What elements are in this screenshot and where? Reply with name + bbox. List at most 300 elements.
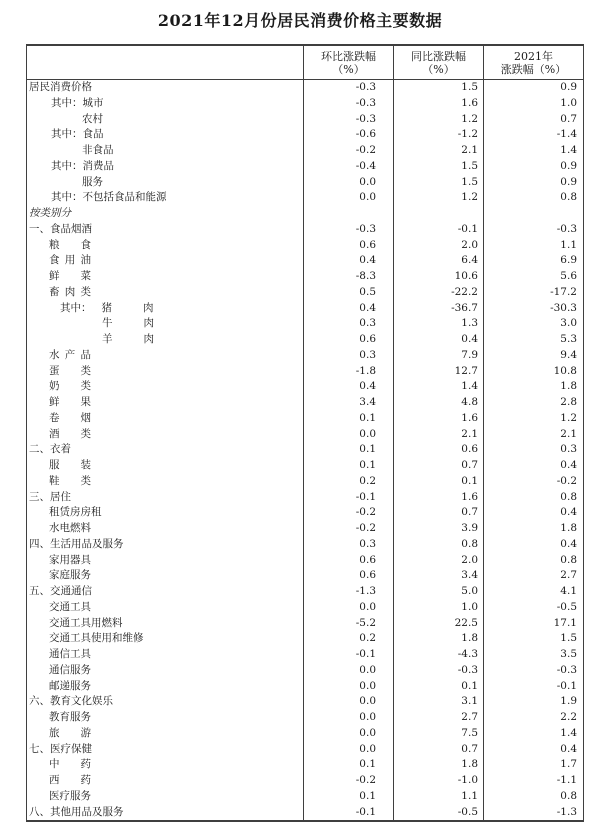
cell-year2021: 3.0 [483,316,583,332]
row-label [27,773,303,789]
cell-mom [303,206,393,222]
cell-yoy: 2.0 [393,238,483,254]
cell-year2021: 3.5 [483,647,583,663]
row-label-text: 中药 [49,758,91,771]
table-row [27,348,583,364]
cell-yoy [393,206,483,222]
cell-year2021: 1.9 [483,694,583,710]
table-row [27,190,583,206]
row-label-text: 服装 [49,459,91,471]
table-row [27,269,583,285]
table-row [27,726,583,742]
cell-yoy: 1.0 [393,600,483,616]
table-row [27,427,583,443]
table-row [27,127,583,143]
table-row [27,80,583,96]
cell-yoy: 3.9 [393,521,483,537]
row-label-text: 家用器具 [49,553,91,566]
row-label [27,96,303,112]
table-row [27,96,583,112]
cell-yoy: -0.3 [393,663,483,679]
row-label [27,127,303,143]
row-label-text: 七、医疗保健 [29,742,92,755]
cell-mom: -0.2 [303,143,393,159]
row-label [27,348,303,364]
cell-year2021: 2.7 [483,568,583,584]
row-label-text: 服务 [82,175,103,188]
cell-mom: -5.2 [303,616,393,632]
cell-year2021: 2.1 [483,427,583,443]
table-row [27,222,583,238]
header-year2021-line2: 涨跌幅（%） [500,62,567,76]
cell-year2021: -0.1 [483,679,583,695]
cell-yoy: 12.7 [393,364,483,380]
cell-yoy: -1.2 [393,127,483,143]
row-label-text: 食品 [82,128,104,141]
row-label-text: 蛋类 [49,364,91,377]
cell-year2021: -1.3 [483,805,583,821]
table-row [27,679,583,695]
row-label [27,537,303,553]
row-label-text: 三、居住 [29,490,71,503]
page-title: 2021年12月份居民消费价格主要数据 [157,11,443,30]
row-label-text: 食用油 [49,254,91,267]
row-label [27,647,303,663]
cell-yoy: 2.7 [393,710,483,726]
row-label-text: 不包括食品和能源 [82,191,167,204]
table-row [27,474,583,490]
cell-year2021: 0.8 [483,490,583,506]
cell-yoy: 1.8 [393,631,483,647]
row-label-text: 一、食品烟酒 [29,222,92,235]
table-row [27,647,583,663]
table-row [27,112,583,128]
cell-year2021: 1.8 [483,379,583,395]
row-label [27,789,303,805]
row-label-text: 羊肉 [102,333,154,345]
table-row [27,253,583,269]
cell-year2021: 0.9 [483,80,583,96]
qizhong-prefix: 其中： [51,159,83,172]
cell-mom: 0.0 [303,600,393,616]
cell-mom: 0.1 [303,411,393,427]
table-row [27,159,583,175]
cell-mom: 0.2 [303,631,393,647]
row-label [27,143,303,159]
row-label-text: 通信工具 [49,648,91,660]
row-label-text: 五、交通通信 [29,585,92,597]
cell-yoy: 0.4 [393,332,483,348]
row-label [27,395,303,411]
table-row [27,364,583,380]
row-label-text: 西药 [49,774,91,786]
cell-year2021: 0.4 [483,458,583,474]
row-label-text: 医疗服务 [49,789,91,802]
row-label-text: 交通工具用燃料 [49,616,123,629]
row-label [27,285,303,301]
table-row [27,663,583,679]
cell-year2021: 0.4 [483,742,583,758]
row-label-text: 水电燃料 [49,522,91,534]
row-label [27,490,303,506]
cell-year2021: 0.9 [483,175,583,191]
cell-mom: 0.6 [303,553,393,569]
cell-yoy: -1.0 [393,773,483,789]
row-label [27,474,303,490]
cell-yoy: 1.6 [393,96,483,112]
table-row [27,631,583,647]
table-row [27,600,583,616]
table-row [27,789,583,805]
row-label [27,112,303,128]
cell-mom: 0.0 [303,190,393,206]
table-row [27,379,583,395]
header-mom [303,46,393,79]
row-label [27,458,303,474]
table-row [27,537,583,553]
cell-mom: 0.0 [303,742,393,758]
cell-mom: 0.1 [303,757,393,773]
table-row [27,757,583,773]
table-row [27,143,583,159]
cell-year2021: 5.3 [483,332,583,348]
table-row [27,805,583,821]
cell-mom: 0.4 [303,379,393,395]
row-label-text: 酒类 [49,427,91,440]
cell-yoy: 0.7 [393,505,483,521]
cell-mom: 0.3 [303,348,393,364]
cell-yoy: 3.1 [393,694,483,710]
table-row [27,710,583,726]
table-row [27,316,583,332]
cell-yoy: 3.4 [393,568,483,584]
row-label-text: 家庭服务 [49,569,91,582]
row-label [27,694,303,710]
cell-year2021: 0.8 [483,553,583,569]
cell-yoy: -4.3 [393,647,483,663]
cell-year2021: 17.1 [483,616,583,632]
cell-yoy: 0.1 [393,474,483,490]
row-label [27,442,303,458]
row-label [27,505,303,521]
row-label-text: 消费品 [82,159,114,172]
row-label-text: 通信服务 [49,663,91,676]
cell-mom: -0.2 [303,773,393,789]
row-label [27,742,303,758]
table-row [27,206,583,222]
qizhong-prefix: 其中： [51,96,83,109]
table-row [27,584,583,600]
cell-yoy: 7.5 [393,726,483,742]
row-label-text: 城市 [82,96,104,109]
cell-year2021: 2.2 [483,710,583,726]
table-row [27,301,583,317]
row-label-text: 鲜果 [49,396,91,408]
header-year2021 [483,46,583,79]
table-row [27,553,583,569]
row-label [27,679,303,695]
cell-yoy: -22.2 [393,285,483,301]
row-label [27,190,303,206]
cell-year2021: 6.9 [483,253,583,269]
cell-yoy: 1.1 [393,789,483,805]
row-label-text: 邮递服务 [49,679,91,692]
cell-yoy: 2.1 [393,427,483,443]
cell-mom: -8.3 [303,269,393,285]
cell-year2021: -30.3 [483,301,583,317]
cell-yoy: 6.4 [393,253,483,269]
cell-year2021 [483,206,583,222]
row-label [27,568,303,584]
cell-mom: 0.0 [303,175,393,191]
cell-year2021: 4.1 [483,584,583,600]
row-label [27,600,303,616]
table-row [27,238,583,254]
row-label-text: 牛肉 [102,317,154,330]
cell-year2021: -1.1 [483,773,583,789]
row-label-text: 农村 [82,112,103,125]
row-label [27,726,303,742]
cell-yoy: 1.6 [393,411,483,427]
row-label-text: 二、衣着 [29,443,71,456]
cell-year2021: 9.4 [483,348,583,364]
cell-mom: 0.3 [303,537,393,553]
cell-year2021: 0.3 [483,442,583,458]
row-label [27,332,303,348]
cell-yoy: 5.0 [393,584,483,600]
table-row [27,694,583,710]
header-category [27,46,303,79]
row-label [27,805,303,821]
cell-mom: 0.0 [303,726,393,742]
row-label-text: 粮食 [49,238,91,251]
cell-mom: 0.1 [303,789,393,805]
table-row [27,285,583,301]
row-label [27,427,303,443]
cell-yoy: 1.8 [393,757,483,773]
cell-year2021: 1.4 [483,726,583,742]
cpi-table [26,44,584,822]
cell-yoy: 1.3 [393,316,483,332]
header-yoy-line1: 同比涨跌幅 [411,49,466,63]
cell-mom: 0.6 [303,568,393,584]
cell-yoy: -0.5 [393,805,483,821]
cell-mom: -1.8 [303,364,393,380]
cell-mom: 0.6 [303,238,393,254]
cell-yoy: 22.5 [393,616,483,632]
cell-year2021: 0.7 [483,112,583,128]
cell-mom: 0.4 [303,301,393,317]
header-year2021-line1: 2021年 [514,49,553,63]
row-label-text: 旅游 [49,726,91,739]
cell-year2021: 0.4 [483,505,583,521]
row-label [27,553,303,569]
cell-year2021: 1.4 [483,143,583,159]
table-row [27,411,583,427]
table-body [27,80,583,820]
cell-year2021: -17.2 [483,285,583,301]
row-label [27,710,303,726]
cell-year2021: 0.9 [483,159,583,175]
cell-year2021: 1.5 [483,631,583,647]
cell-yoy: 1.2 [393,112,483,128]
cell-mom: 3.4 [303,395,393,411]
cell-yoy: 0.1 [393,679,483,695]
cell-yoy: 0.6 [393,442,483,458]
row-label [27,757,303,773]
row-label [27,222,303,238]
row-label-text: 教育服务 [49,711,91,723]
cell-mom: 0.0 [303,710,393,726]
cell-yoy: 1.6 [393,490,483,506]
cell-mom: -0.3 [303,112,393,128]
row-label [27,364,303,380]
cell-yoy: 0.7 [393,458,483,474]
cell-year2021: -0.2 [483,474,583,490]
row-label [27,206,303,222]
table-row [27,395,583,411]
cell-mom: -0.2 [303,505,393,521]
row-label-text: 奶类 [49,380,91,393]
cell-year2021: 2.8 [483,395,583,411]
cell-year2021: -0.5 [483,600,583,616]
cell-year2021: 1.7 [483,757,583,773]
table-row [27,332,583,348]
qizhong-prefix: 其中： [51,191,83,204]
row-label-text: 卷烟 [49,411,91,424]
row-label [27,663,303,679]
cell-year2021: -0.3 [483,222,583,238]
row-label-text: 畜肉类 [49,285,91,298]
cell-yoy: 1.4 [393,379,483,395]
row-label [27,253,303,269]
cell-mom: 0.1 [303,458,393,474]
table-row [27,568,583,584]
cell-yoy: 7.9 [393,348,483,364]
row-label [27,301,303,317]
row-label [27,411,303,427]
cell-year2021: -1.4 [483,127,583,143]
qizhong-prefix: 其中： [51,128,83,141]
cell-mom: -0.3 [303,96,393,112]
cell-yoy: 2.1 [393,143,483,159]
header-yoy-line2: （%） [422,62,455,76]
row-label [27,379,303,395]
row-label [27,316,303,332]
cell-mom: 0.3 [303,316,393,332]
cell-mom: -0.3 [303,80,393,96]
row-label [27,269,303,285]
cell-yoy: 1.5 [393,175,483,191]
cell-mom: -0.4 [303,159,393,175]
row-label [27,631,303,647]
row-label-text: 鲜菜 [49,270,91,282]
cell-yoy: 0.8 [393,537,483,553]
row-label-text: 租赁房房租 [49,506,102,519]
table-row [27,490,583,506]
cell-year2021: -0.3 [483,663,583,679]
cell-year2021: 1.1 [483,238,583,254]
table-row [27,505,583,521]
cell-mom: 0.1 [303,442,393,458]
row-label [27,616,303,632]
cell-mom: 0.4 [303,253,393,269]
table-row [27,442,583,458]
row-label [27,584,303,600]
table-row [27,773,583,789]
qizhong-prefix: 其中： [60,301,92,314]
table-row [27,616,583,632]
cell-yoy: 10.6 [393,269,483,285]
cell-mom: 0.0 [303,663,393,679]
cell-yoy: 1.5 [393,80,483,96]
cell-mom: 0.2 [303,474,393,490]
header-mom-line1: 环比涨跌幅 [321,49,376,63]
header-mom-line2: （%） [332,62,365,76]
cell-mom: 0.0 [303,679,393,695]
cell-yoy: -36.7 [393,301,483,317]
table-row [27,458,583,474]
table-row [27,175,583,191]
cell-mom: 0.6 [303,332,393,348]
row-label-text: 水产品 [49,348,91,361]
row-label-text: 按类别分 [29,207,71,219]
row-label [27,159,303,175]
cell-yoy: 4.8 [393,395,483,411]
row-label-text: 居民消费价格 [29,81,92,93]
table-header-row [27,46,583,80]
cell-year2021: 0.4 [483,537,583,553]
row-label-text: 猪肉 [101,301,154,314]
cell-mom: -0.1 [303,490,393,506]
cell-year2021: 1.2 [483,411,583,427]
cell-yoy: 2.0 [393,553,483,569]
row-label-text: 六、教育文化娱乐 [29,695,113,708]
cell-year2021: 1.8 [483,521,583,537]
row-label-text: 八、其他用品及服务 [29,805,124,818]
row-label [27,175,303,191]
header-yoy [393,46,483,79]
cell-mom: -0.6 [303,127,393,143]
cell-mom: 0.5 [303,285,393,301]
cell-yoy: 1.2 [393,190,483,206]
cell-year2021: 1.0 [483,96,583,112]
cell-year2021: 0.8 [483,789,583,805]
cell-mom: 0.0 [303,694,393,710]
row-label [27,521,303,537]
table-row [27,521,583,537]
cell-yoy: -0.1 [393,222,483,238]
cell-year2021: 0.8 [483,190,583,206]
row-label-text: 鞋类 [49,474,91,487]
row-label-text: 交通工具使用和维修 [49,632,144,645]
cell-year2021: 5.6 [483,269,583,285]
cell-mom: -0.2 [303,521,393,537]
cell-year2021: 10.8 [483,364,583,380]
cell-yoy: 1.5 [393,159,483,175]
cell-mom: -1.3 [303,584,393,600]
row-label-text: 交通工具 [49,600,91,613]
row-label [27,80,303,96]
cell-mom: 0.0 [303,427,393,443]
row-label-text: 非食品 [82,144,114,156]
table-row [27,742,583,758]
row-label-text: 四、生活用品及服务 [29,537,124,550]
cell-mom: -0.3 [303,222,393,238]
cell-mom: -0.1 [303,805,393,821]
row-label [27,238,303,254]
cell-yoy: 0.7 [393,742,483,758]
